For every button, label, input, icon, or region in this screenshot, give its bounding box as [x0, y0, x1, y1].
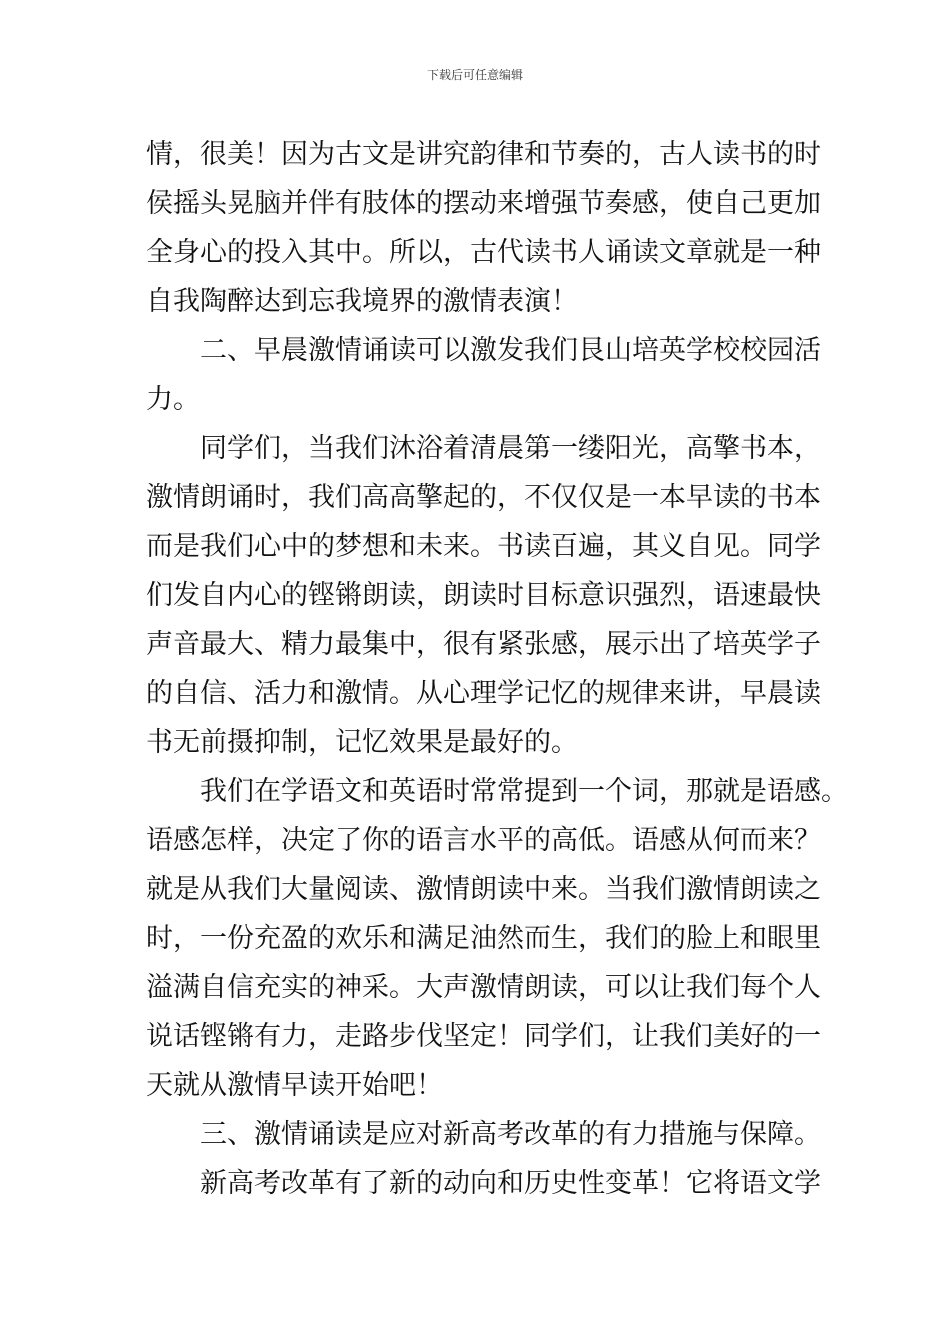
- paragraph-start: 新高考改革有了新的动向和历史性变革！它将语文学: [200, 1168, 821, 1199]
- text-line: 就是从我们大量阅读、激情朗读中来。当我们激情朗读之: [146, 874, 821, 905]
- paragraph-start: 我们在学语文和英语时常常提到一个词，那就是语感。: [200, 776, 848, 807]
- text-line: 全身心的投入其中。所以，古代读书人诵读文章就是一种: [146, 237, 821, 268]
- text-line: 声音最大、精力最集中，很有紧张感，展示出了培英学子: [146, 629, 821, 660]
- paragraph-start: 同学们，当我们沐浴着清晨第一缕阳光，高擎书本，: [200, 433, 821, 464]
- text-line: 天就从激情早读开始吧！: [146, 1070, 443, 1101]
- document-body: [146, 130, 848, 1208]
- section-heading-3: 三、激情诵读是应对新高考改革的有力措施与保障。: [200, 1119, 821, 1150]
- text-line: 力。: [146, 384, 200, 415]
- text-line: 书无前摄抑制，记忆效果是最好的。: [146, 727, 578, 758]
- text-line: 溢满自信充实的神采。大声激情朗读，可以让我们每个人: [146, 972, 821, 1003]
- text-line: 说话铿锵有力，走路步伐坚定！同学们，让我们美好的一: [146, 1021, 821, 1052]
- page-header-note: 下载后可任意编辑: [426, 68, 523, 82]
- text-line: 而是我们心中的梦想和未来。书读百遍，其义自见。同学: [146, 531, 821, 562]
- text-line: 侯摇头晃脑并伴有肢体的摆动来增强节奏感，使自己更加: [146, 188, 821, 219]
- text-line: 自我陶醉达到忘我境界的激情表演！: [146, 286, 578, 317]
- text-line: 激情朗诵时，我们高高擎起的，不仅仅是一本早读的书本: [146, 482, 821, 513]
- section-heading-2: 二、早晨激情诵读可以激发我们艮山培英学校校园活: [200, 335, 821, 366]
- text-line: 情，很美！因为古文是讲究韵律和节奏的，古人读书的时: [146, 139, 821, 170]
- text-line: 语感怎样，决定了你的语言水平的高低。语感从何而来？: [146, 825, 821, 856]
- text-line: 时，一份充盈的欢乐和满足油然而生，我们的脸上和眼里: [146, 923, 821, 954]
- text-line: 们发自内心的铿锵朗读，朗读时目标意识强烈，语速最快: [146, 580, 821, 611]
- text-line: 的自信、活力和激情。从心理学记忆的规律来讲，早晨读: [146, 678, 821, 709]
